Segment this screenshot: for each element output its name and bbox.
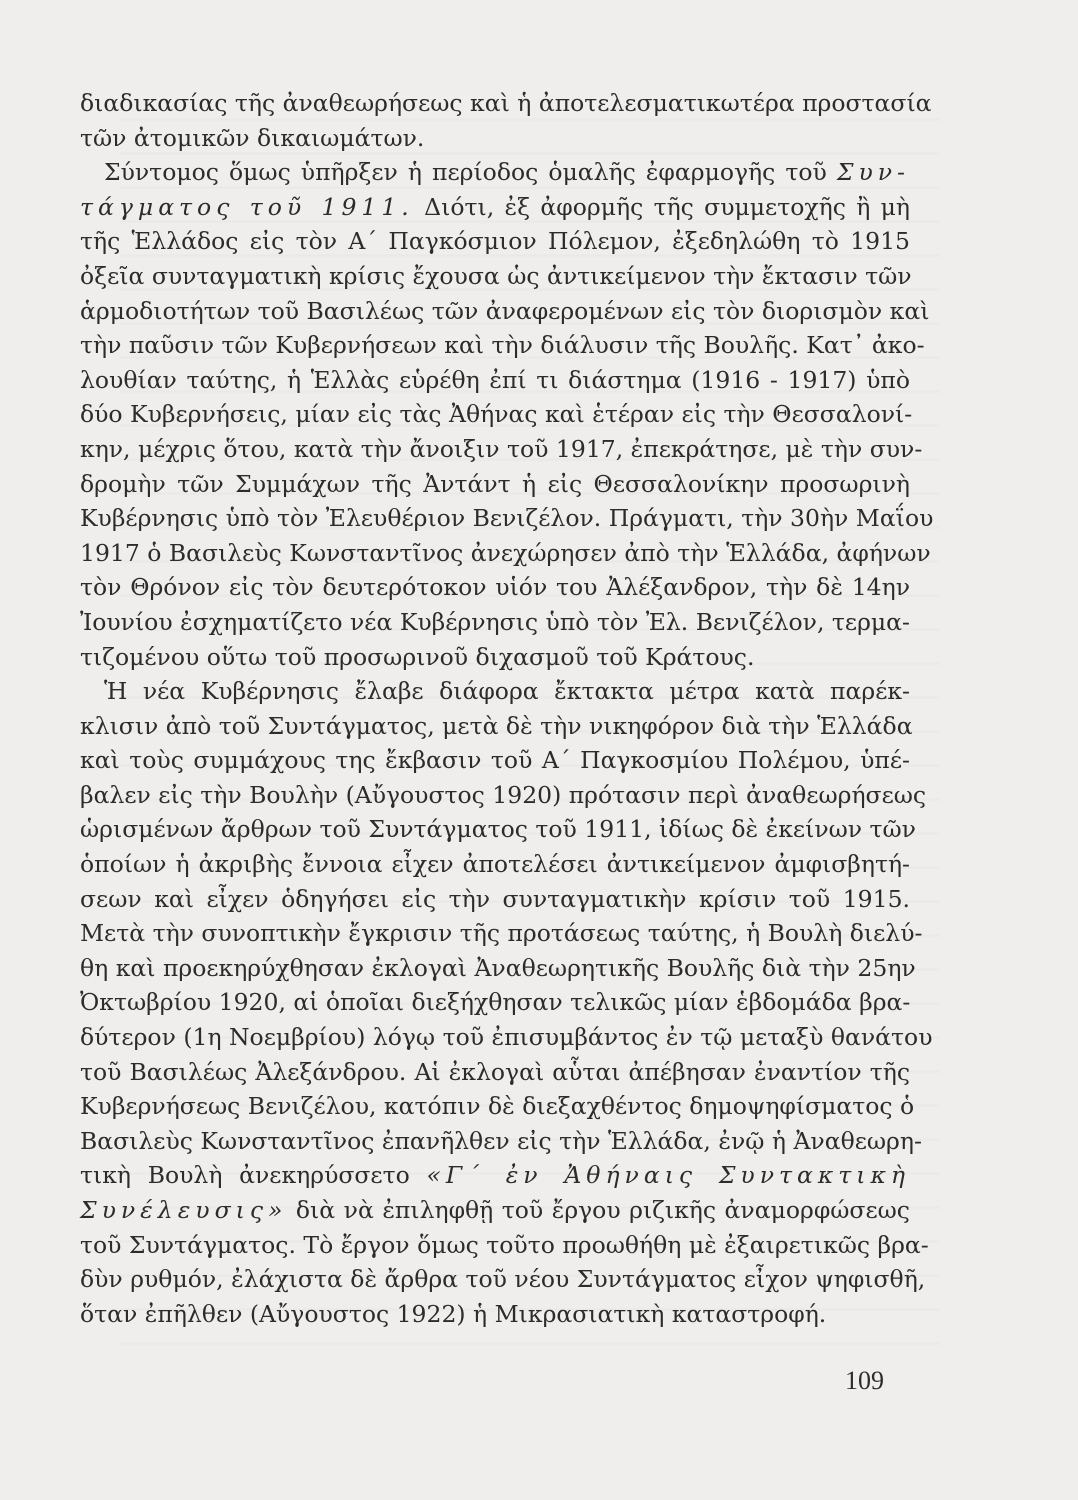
text-line: τιζομένου οὕτω τοῦ προσωρινοῦ διχασμοῦ τοῦ Κράτους. [80,642,755,671]
text-line: κλισιν ἀπὸ τοῦ Συντάγματος, μετὰ δὲ τὴν νικηφόρον διὰ τὴν Ἑλλάδα [80,711,913,740]
spaced-emphasis: Συνέλευσις» [80,1196,288,1224]
text-line: θη καὶ προεκηρύχθησαν ἐκλογαὶ Ἀναθεωρητικῆς Βουλῆς διὰ τὴν 25ην [80,953,916,982]
spaced-emphasis: «Γ΄ ἐν Ἀθήναις Συντακτικὴ [426,1161,910,1190]
text-line: Μετὰ τὴν συνοπτικὴν ἔγκρισιν τῆς προτάσεως ταύτης, ἡ Βουλὴ διελύ- [80,919,923,948]
text-line: δύτερον (1η Νοεμβρίου) λόγῳ τοῦ ἐπισυμβάντος ἐν τῷ μεταξὺ θανάτου [80,1023,933,1052]
text-line: διαδικασίας τῆς ἀναθεωρήσεως καὶ ἡ ἀποτελεσματικωτέρα προστασία [80,89,932,117]
text-line: Ὀκτωβρίου 1920, αἱ ὁποῖαι διεξήχθησαν τελικῶς μίαν ἑβδομάδα βρα- [80,988,911,1017]
text-line: δύο Κυβερνήσεις, μίαν εἰς τὰς Ἀθήνας καὶ ἑτέραν εἰς τὴν Θεσσαλονί- [80,400,913,429]
text-line: δρομὴν τῶν Συμμάχων τῆς Ἀντάντ ἡ εἰς Θεσσαλονίκην προσωρινὴ [80,469,910,498]
text-fragment: τικὴ Βουλὴ ἀνεκηρύσσετο [80,1161,410,1190]
text-line: δὺν ρυθμόν, ἐλάχιστα δὲ ἄρθρα τοῦ νέου Συντάγματος εἶχον ψηφισθῆ, [80,1265,926,1294]
text-line [80,190,910,225]
page-number: 109 [845,1366,884,1395]
text-line: τοῦ Συντάγματος. Τὸ ἔργον ὅμως τοῦτο προωθήθη μὲ ἐξαιρετικῶς βρα- [80,1230,929,1259]
body-text [80,86,934,1331]
text-line: Κυβερνήσεως Βενιζέλου, κατόπιν δὲ διεξαχθέντος δημοψηφίσματος ὁ [80,1092,915,1121]
text-line [80,1193,910,1228]
text-line: τὸν Θρόνον εἰς τὸν δευτερότοκον υἱόν του Ἀλέξανδρον, τὴν δὲ 14ην [80,573,910,602]
text-line: τῆς Ἑλλάδος εἰς τὸν Α΄ Παγκόσμιον Πόλεμον, ἐξεδηλώθη τὸ 1915 [80,227,910,256]
spaced-emphasis: τάγματος τοῦ 1911. [80,192,414,221]
text-line: τὴν παῦσιν τῶν Κυβερνήσεων καὶ τὴν διάλυσιν τῆς Βουλῆς. Κατ᾽ ἀκο- [80,331,925,360]
text-line: βαλεν εἰς τὴν Βουλὴν (Αὔγουστος 1920) πρότασιν περὶ ἀναθεωρήσεως [80,780,927,809]
text-line: τοῦ Βασιλέως Ἀλεξάνδρου. Αἱ ἐκλογαὶ αὗται ἀπέβησαν ἐναντίον τῆς [80,1057,910,1086]
text-line: ὡρισμένων ἄρθρων τοῦ Συντάγματος τοῦ 1911, ἰδίως δὲ ἐκείνων τῶν [80,815,916,844]
text-fragment: Διότι, ἐξ ἀφορμῆς τῆς συμμετοχῆς ἢ μὴ [424,192,910,221]
text-line: ὁποίων ἡ ἀκριβὴς ἔννοια εἶχεν ἀποτελέσει ἀντικείμενον ἀμφισβητή- [80,850,910,879]
text-line: ὅταν ἐπῆλθεν (Αὔγουστος 1922) ἡ Μικρασιατικὴ καταστροφή. [80,1299,827,1328]
text-line: ἁρμοδιοτήτων τοῦ Βασιλέως τῶν ἀναφερομένων εἰς τὸν διορισμὸν καὶ [80,296,930,325]
text-line: Ἡ νέα Κυβέρνησις ἔλαβε διάφορα ἔκτακτα μέτρα κατὰ παρέκ- [104,677,910,706]
text-line: Βασιλεὺς Κωνσταντῖνος ἐπανῆλθεν εἰς τὴν Ἑλλάδα, ἐνῷ ἡ Ἀναθεωρη- [80,1126,922,1155]
text-line: καὶ τοὺς συμμάχους της ἔκβασιν τοῦ Α΄ Παγκοσμίου Πολέμου, ὑπέ- [80,746,910,775]
text-line: ὀξεῖα συνταγματικὴ κρίσις ἔχουσα ὡς ἀντικείμενον τὴν ἔκτασιν τῶν [80,261,912,290]
text-line: κην, μέχρις ὅτου, κατὰ τὴν ἄνοιξιν τοῦ 1917, ἐπεκράτησε, μὲ τὴν συν- [80,434,923,463]
text-line: τῶν ἀτομικῶν δικαιωμάτων. [80,123,425,152]
text-fragment: Σύντομος ὅμως ὑπῆρξεν ἡ περίοδος ὁμαλῆς ἐφαρμογῆς τοῦ [104,158,827,187]
text-line: Ἰουνίου ἐσχηματίζετο νέα Κυβέρνησις ὑπὸ τὸν Ἐλ. Βενιζέλον, τερμα- [80,607,910,636]
spaced-emphasis: Συν- [836,158,910,187]
text-line: σεων καὶ εἶχεν ὁδηγήσει εἰς τὴν συνταγματικὴν κρίσιν τοῦ 1915. [80,884,910,913]
text-fragment: διὰ νὰ ἐπιληφθῇ τοῦ ἔργου ριζικῆς ἀναμορφώσεως [295,1196,910,1224]
text-line [80,155,910,190]
text-line: 1917 ὁ Βασιλεὺς Κωνσταντῖνος ἀνεχώρησεν ἀπὸ τὴν Ἑλλάδα, ἀφήνων [80,538,931,567]
text-line: Κυβέρνησις ὑπὸ τὸν Ἐλευθέριον Βενιζέλον. Πράγματι, τὴν 30ὴν Μαΐου [80,504,934,533]
text-line: λουθίαν ταύτης, ἡ Ἑλλὰς εὑρέθη ἐπί τι διάστημα (1916 - 1917) ὑπὸ [80,365,910,394]
text-line [80,1158,910,1193]
